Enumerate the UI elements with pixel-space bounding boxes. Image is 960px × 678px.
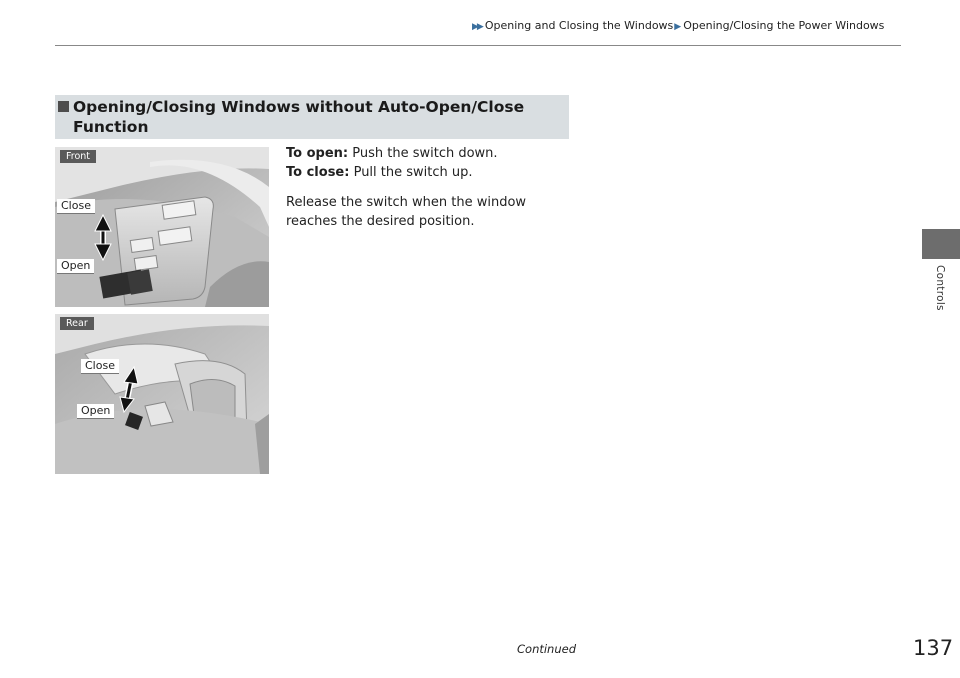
close-label: To close: bbox=[286, 165, 350, 180]
double-arrow-icon: ▶▶ bbox=[472, 22, 482, 32]
front-open-callout: Open bbox=[57, 259, 94, 274]
front-door-illustration bbox=[55, 147, 269, 307]
header-rule bbox=[55, 45, 901, 46]
section-title: Opening/Closing Windows without Auto-Open/Close Function bbox=[73, 98, 525, 136]
continued-label: Continued bbox=[517, 642, 577, 656]
front-tag: Front bbox=[60, 150, 96, 163]
front-close-callout: Close bbox=[57, 199, 95, 214]
rear-open-callout: Open bbox=[77, 404, 114, 419]
breadcrumb-item: Opening and Closing the Windows bbox=[484, 19, 674, 32]
release-instruction: Release the switch when the window reaches the desired position. bbox=[286, 195, 527, 229]
open-text: Push the switch down. bbox=[348, 146, 498, 161]
breadcrumb bbox=[472, 19, 884, 32]
rear-door-illustration bbox=[55, 314, 269, 474]
rear-switch-figure bbox=[55, 314, 269, 474]
close-instruction bbox=[286, 163, 576, 182]
section-tab-label: Controls bbox=[934, 265, 946, 311]
close-text: Pull the switch up. bbox=[349, 165, 473, 180]
breadcrumb-item: Opening/Closing the Power Windows bbox=[683, 19, 885, 32]
rear-close-callout: Close bbox=[81, 359, 119, 374]
instructions bbox=[286, 144, 576, 231]
rear-tag: Rear bbox=[60, 317, 94, 330]
section-square-icon bbox=[58, 101, 69, 112]
section-tab-marker bbox=[922, 229, 960, 259]
arrow-icon: ▶ bbox=[674, 22, 682, 32]
open-instruction bbox=[286, 144, 576, 163]
open-label: To open: bbox=[286, 146, 349, 161]
page-number: 137 bbox=[913, 636, 954, 660]
front-switch-figure bbox=[55, 147, 269, 307]
